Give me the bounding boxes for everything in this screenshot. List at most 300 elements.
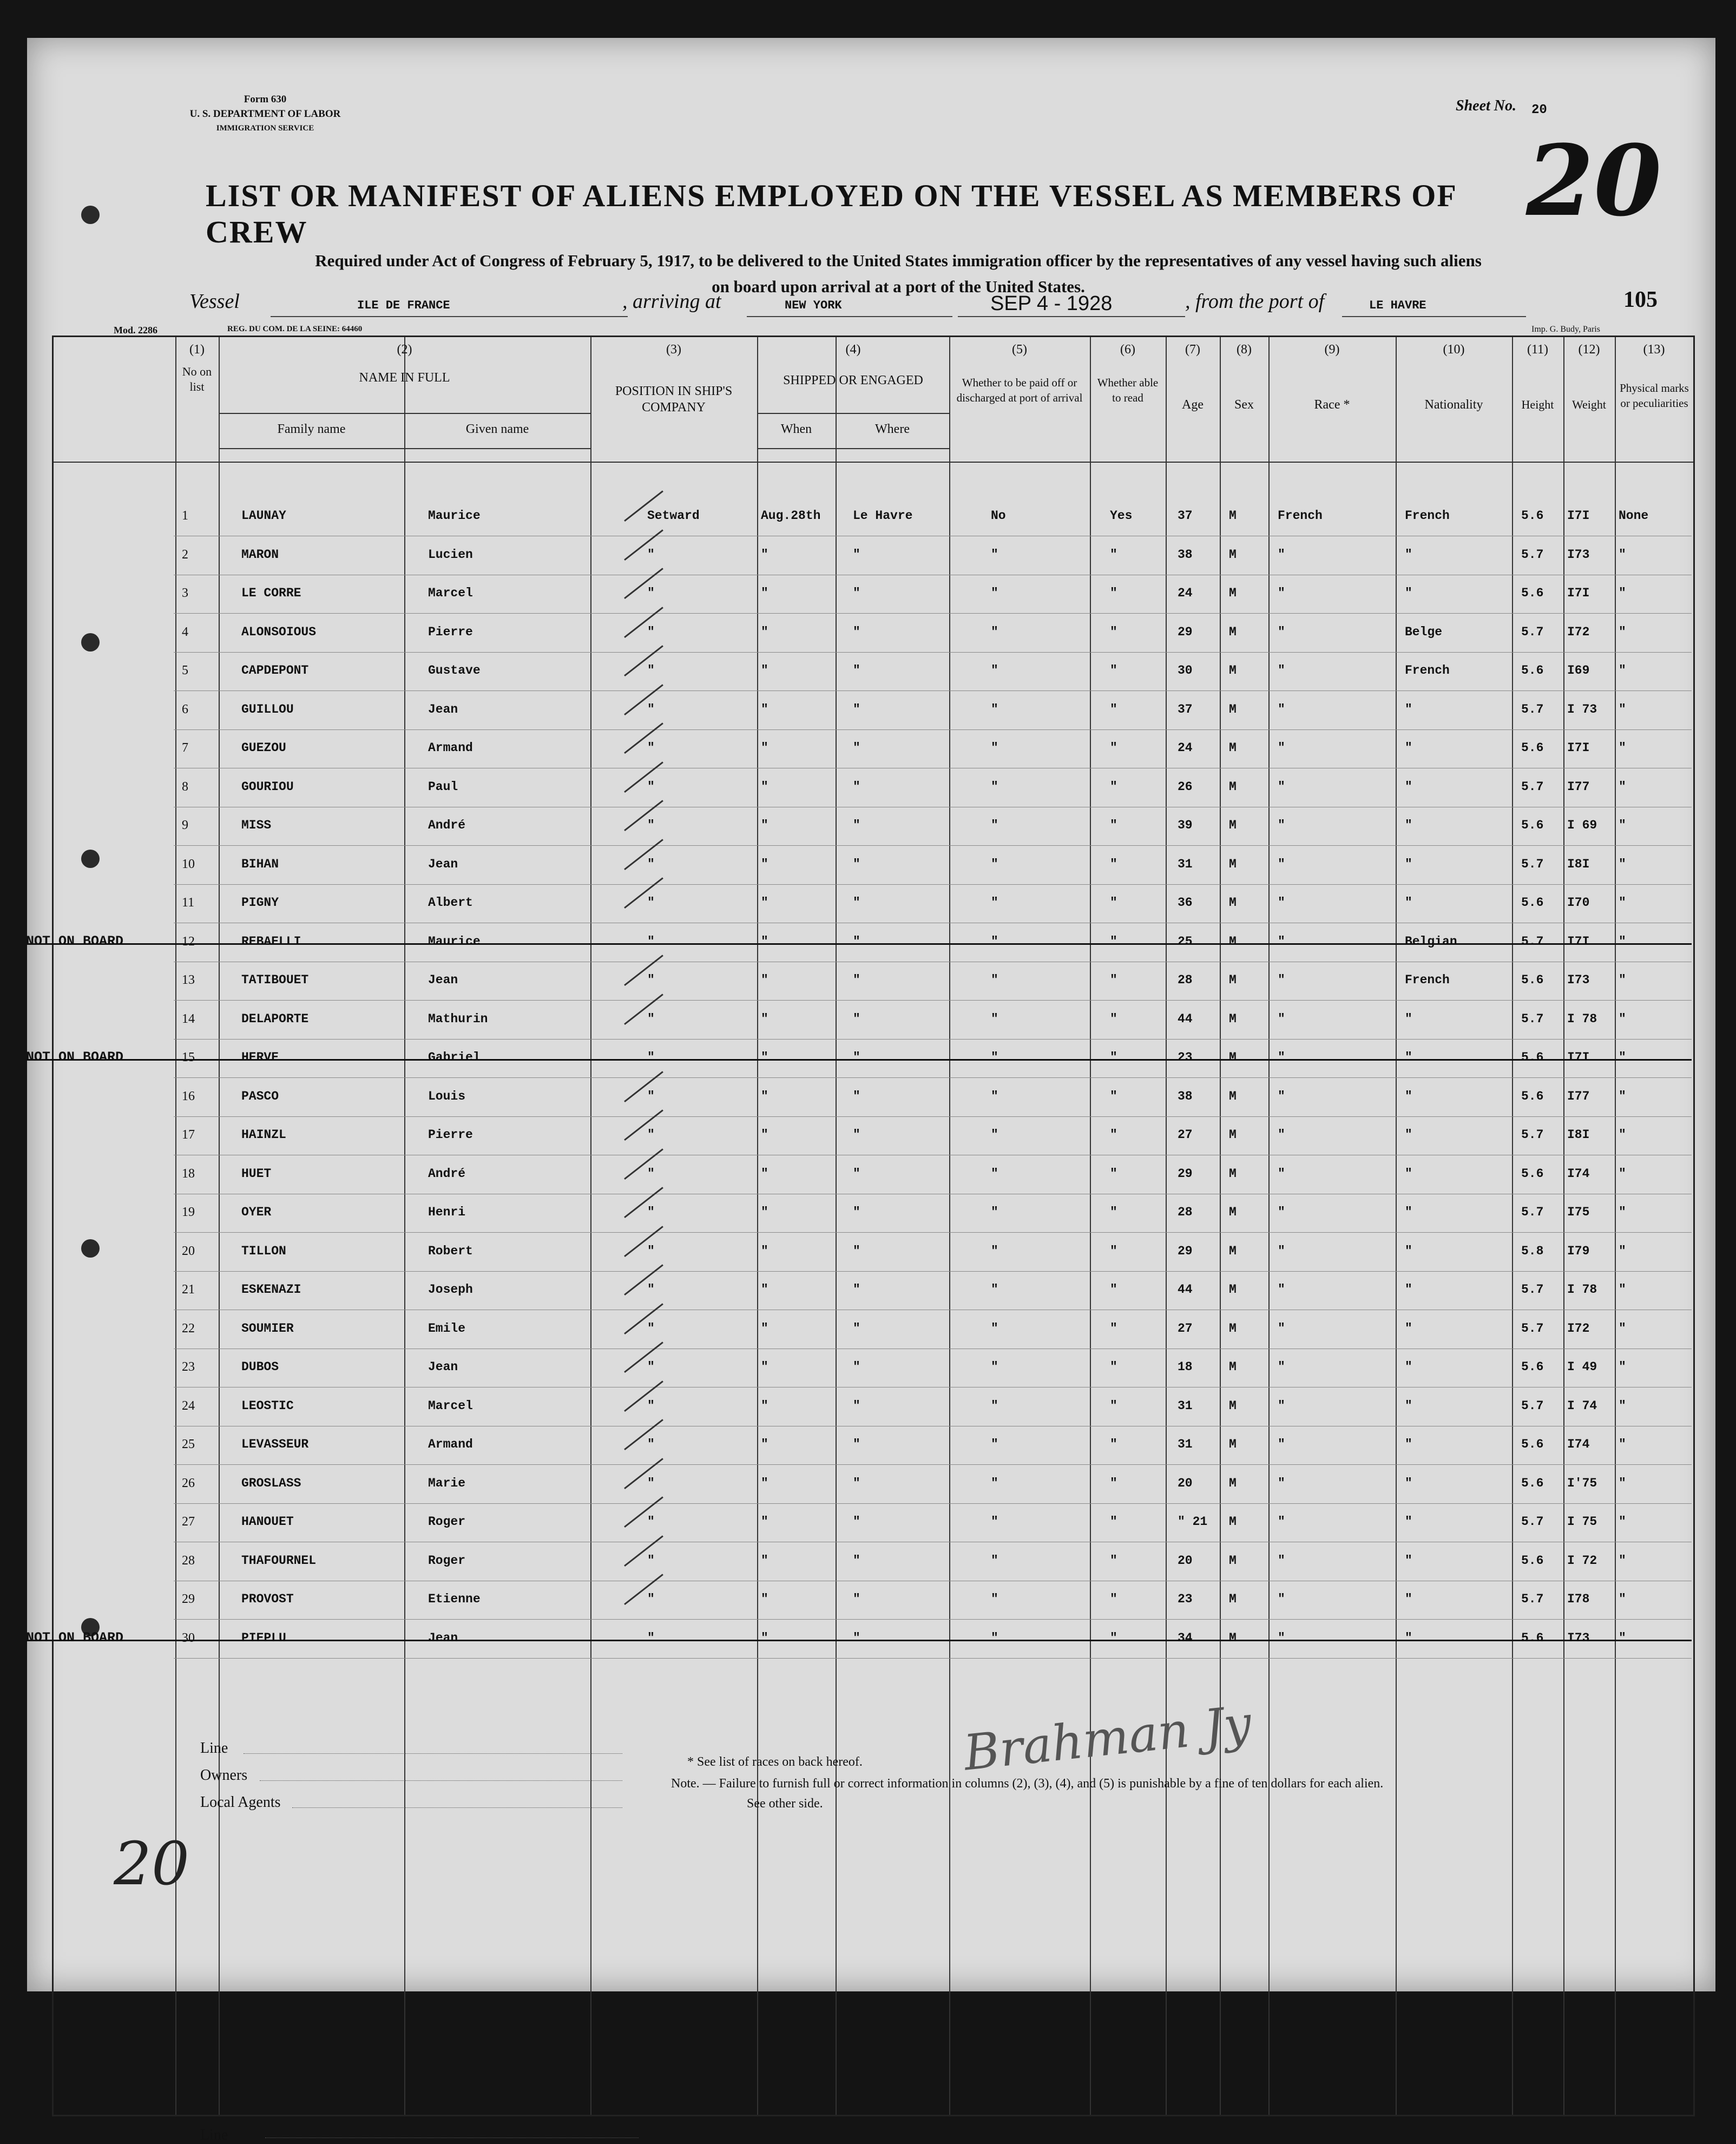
registration: REG. DU COM. DE LA SEINE: 64460 xyxy=(227,325,363,333)
department-name: U. S. DEPARTMENT OF LABOR xyxy=(189,108,341,120)
col7-header: Age xyxy=(1182,398,1204,412)
family-name: GUILLOU xyxy=(241,702,294,716)
able-to-read: " xyxy=(1110,973,1117,987)
nationality: " xyxy=(1405,1050,1412,1064)
col1-header: No on list xyxy=(182,365,212,393)
family-name: TATIBOUET xyxy=(241,973,309,987)
position: " xyxy=(647,547,655,562)
weight: I69 xyxy=(1567,663,1590,678)
physical-marks: " xyxy=(1619,1553,1626,1568)
family-name: GUEZOU xyxy=(241,741,286,755)
age: 28 xyxy=(1178,1205,1193,1219)
col10-num: (10) xyxy=(1443,343,1465,357)
shipped-when: " xyxy=(761,702,768,716)
paid-off: " xyxy=(991,1476,998,1490)
nationality: " xyxy=(1405,1205,1412,1219)
shipped-where: " xyxy=(853,1011,860,1026)
race: " xyxy=(1278,702,1285,716)
physical-marks: " xyxy=(1619,586,1626,600)
shipped-when: " xyxy=(761,663,768,678)
nationality: " xyxy=(1405,818,1412,832)
row-number: 1 xyxy=(182,509,188,523)
given-name: Maurice xyxy=(428,934,481,949)
shipped-where: " xyxy=(853,934,860,949)
shipped-where: " xyxy=(853,1398,860,1413)
shipped-where: " xyxy=(853,1437,860,1451)
row-number: 10 xyxy=(182,857,195,871)
race: " xyxy=(1278,1437,1285,1451)
nationality: " xyxy=(1405,702,1412,716)
given-name: Paul xyxy=(428,779,458,794)
nationality: " xyxy=(1405,896,1412,910)
family-name: LEOSTIC xyxy=(241,1398,294,1413)
nationality: " xyxy=(1405,586,1412,600)
shipped-where: " xyxy=(853,547,860,562)
col5-num: (5) xyxy=(1012,343,1027,357)
col4-num: (4) xyxy=(845,343,861,357)
given-name: André xyxy=(428,1166,466,1181)
age: 29 xyxy=(1178,624,1193,639)
given-name: Robert xyxy=(428,1244,473,1258)
sex: M xyxy=(1229,1128,1237,1142)
row-number: 26 xyxy=(182,1476,195,1490)
position: " xyxy=(647,1476,655,1490)
shipped-where: " xyxy=(853,1630,860,1645)
family-name: HAINZL xyxy=(241,1128,286,1142)
shipped-where: " xyxy=(853,857,860,871)
position: " xyxy=(647,1283,655,1297)
shipped-when: " xyxy=(761,1476,768,1490)
paid-off: " xyxy=(991,857,998,871)
height: 5.6 xyxy=(1521,586,1544,600)
race: " xyxy=(1278,1630,1285,1645)
height: 5.6 xyxy=(1521,1050,1544,1064)
sex: M xyxy=(1229,741,1237,755)
arriving-port-line xyxy=(747,292,952,317)
col11-header: Height xyxy=(1521,398,1554,411)
able-to-read: " xyxy=(1110,1515,1117,1529)
col10-header: Nationality xyxy=(1424,398,1483,412)
height: 5.7 xyxy=(1521,1321,1544,1336)
shipped-where: " xyxy=(853,1244,860,1258)
shipped-when: " xyxy=(761,586,768,600)
weight: I 73 xyxy=(1567,702,1597,716)
paid-off: " xyxy=(991,547,998,562)
family-name: THAFOURNEL xyxy=(241,1553,317,1568)
paid-off: " xyxy=(991,1050,998,1064)
shipped-when: " xyxy=(761,1515,768,1529)
paid-off: " xyxy=(991,624,998,639)
arrival-date: SEP 4 - 1928 xyxy=(990,292,1113,315)
shipped-when: " xyxy=(761,1244,768,1258)
given-name: Roger xyxy=(428,1515,466,1529)
paid-off: " xyxy=(991,779,998,794)
shipped-when: " xyxy=(761,973,768,987)
physical-marks: " xyxy=(1619,1437,1626,1451)
shipped-when: " xyxy=(761,1592,768,1606)
line-label-footer: Line xyxy=(200,1740,228,1757)
given-name: Gustave xyxy=(428,663,481,678)
sex: M xyxy=(1229,857,1237,871)
row-number: 13 xyxy=(182,973,195,987)
position: " xyxy=(647,586,655,600)
paid-off: " xyxy=(991,741,998,755)
arriving-label: , arriving at xyxy=(622,290,721,313)
row-number: 5 xyxy=(182,663,188,678)
weight: I'75 xyxy=(1567,1476,1597,1490)
age: 36 xyxy=(1178,896,1193,910)
col3-header: POSITION IN SHIP'S COMPANY xyxy=(615,384,733,415)
race: " xyxy=(1278,818,1285,832)
row-number: 30 xyxy=(182,1630,195,1645)
height: 5.6 xyxy=(1521,1630,1544,1645)
weight: I 49 xyxy=(1567,1360,1597,1374)
sex: M xyxy=(1229,818,1237,832)
height: 5.7 xyxy=(1521,1128,1544,1142)
physical-marks: " xyxy=(1619,1360,1626,1374)
able-to-read: " xyxy=(1110,934,1117,949)
row-number: 24 xyxy=(182,1398,195,1413)
position: " xyxy=(647,624,655,639)
shipped-when: " xyxy=(761,1630,768,1645)
row-number: 4 xyxy=(182,624,188,639)
printer-credit: Imp. G. Budy, Paris xyxy=(1531,325,1600,334)
race: French xyxy=(1278,509,1323,523)
paid-off: " xyxy=(991,1553,998,1568)
shipped-where: " xyxy=(853,1592,860,1606)
position: " xyxy=(647,663,655,678)
row-number: 14 xyxy=(182,1011,195,1026)
position: " xyxy=(647,1360,655,1374)
able-to-read: " xyxy=(1110,1592,1117,1606)
race: " xyxy=(1278,934,1285,949)
physical-marks: " xyxy=(1619,857,1626,871)
given-name: Louis xyxy=(428,1089,466,1103)
nationality: French xyxy=(1405,509,1450,523)
weight: I78 xyxy=(1567,1592,1590,1606)
weight: I 74 xyxy=(1567,1398,1597,1413)
given-name: Lucien xyxy=(428,547,473,562)
not-on-board-note: NOT ON BOARD xyxy=(26,933,124,949)
physical-marks: " xyxy=(1619,896,1626,910)
able-to-read: " xyxy=(1110,896,1117,910)
able-to-read: " xyxy=(1110,818,1117,832)
sheet-number-handwritten: 20 xyxy=(1526,124,1662,238)
weight: I72 xyxy=(1567,624,1590,639)
able-to-read: " xyxy=(1110,547,1117,562)
family-name: GOURIOU xyxy=(241,779,294,794)
family-name: ESKENAZI xyxy=(241,1283,301,1297)
position: " xyxy=(647,1630,655,1645)
able-to-read: " xyxy=(1110,1244,1117,1258)
sheet-label: Sheet No. xyxy=(1456,97,1516,114)
punch-hole xyxy=(81,206,100,224)
given-name: Jean xyxy=(428,702,458,716)
row-number: 25 xyxy=(182,1437,195,1451)
race: " xyxy=(1278,1050,1285,1064)
sex: M xyxy=(1229,1592,1237,1606)
weight: I7I xyxy=(1567,741,1590,755)
age: 39 xyxy=(1178,818,1193,832)
from-port-label: , from the port of xyxy=(1185,290,1325,313)
row-number: 23 xyxy=(182,1360,195,1374)
race: " xyxy=(1278,1011,1285,1026)
col9-num: (9) xyxy=(1324,343,1340,357)
height: 5.6 xyxy=(1521,1089,1544,1103)
physical-marks: " xyxy=(1619,663,1626,678)
height: 5.7 xyxy=(1521,857,1544,871)
nationality: Belge xyxy=(1405,624,1443,639)
height: 5.8 xyxy=(1521,1244,1544,1258)
position: " xyxy=(647,1128,655,1142)
position: " xyxy=(647,1089,655,1103)
age: 31 xyxy=(1178,857,1193,871)
sex: M xyxy=(1229,624,1237,639)
family-name: DUBOS xyxy=(241,1360,279,1374)
position: " xyxy=(647,934,655,949)
family-name: HANOUET xyxy=(241,1515,294,1529)
nationality: " xyxy=(1405,1283,1412,1297)
family-name: MARON xyxy=(241,547,279,562)
shipped-when: " xyxy=(761,1205,768,1219)
position: " xyxy=(647,779,655,794)
weight: I79 xyxy=(1567,1244,1590,1258)
date-line xyxy=(958,292,1185,317)
weight: I75 xyxy=(1567,1205,1590,1219)
manifest-sheet xyxy=(27,38,1715,2143)
weight: I73 xyxy=(1567,1630,1590,1645)
height: 5.7 xyxy=(1521,624,1544,639)
position: " xyxy=(647,1437,655,1451)
height: 5.6 xyxy=(1521,1553,1544,1568)
family-name: ALONSOIOUS xyxy=(241,624,317,639)
mod-number: Mod. 2286 xyxy=(114,325,157,336)
physical-marks: " xyxy=(1619,1166,1626,1181)
page-number: 105 xyxy=(1623,287,1658,312)
col6-num: (6) xyxy=(1120,343,1135,357)
race: " xyxy=(1278,741,1285,755)
sex: M xyxy=(1229,663,1237,678)
age: 29 xyxy=(1178,1166,1193,1181)
sex: M xyxy=(1229,1050,1237,1064)
age: 23 xyxy=(1178,1050,1193,1064)
physical-marks: " xyxy=(1619,547,1626,562)
position: " xyxy=(647,1011,655,1026)
vessel-label: Vessel xyxy=(189,290,240,313)
shipped-when: " xyxy=(761,624,768,639)
able-to-read: " xyxy=(1110,1630,1117,1645)
col8-num: (8) xyxy=(1237,343,1252,357)
col9-header: Race * xyxy=(1314,398,1350,412)
paid-off: " xyxy=(991,1437,998,1451)
physical-marks: " xyxy=(1619,1476,1626,1490)
given-name: Gabriel xyxy=(428,1050,481,1064)
family-name: CAPDEPONT xyxy=(241,663,309,678)
nationality: " xyxy=(1405,1011,1412,1026)
physical-marks: " xyxy=(1619,1128,1626,1142)
weight: I74 xyxy=(1567,1166,1590,1181)
age: 28 xyxy=(1178,973,1193,987)
weight: I7I xyxy=(1567,934,1590,949)
shipped-when: " xyxy=(761,1050,768,1064)
family-name: DELAPORTE xyxy=(241,1011,309,1026)
able-to-read: " xyxy=(1110,857,1117,871)
race: " xyxy=(1278,1205,1285,1219)
race: " xyxy=(1278,547,1285,562)
able-to-read: " xyxy=(1110,1128,1117,1142)
race: " xyxy=(1278,779,1285,794)
age: 37 xyxy=(1178,702,1193,716)
race: " xyxy=(1278,896,1285,910)
physical-marks: " xyxy=(1619,934,1626,949)
able-to-read: " xyxy=(1110,663,1117,678)
physical-marks: " xyxy=(1619,624,1626,639)
paid-off: " xyxy=(991,1360,998,1374)
position: " xyxy=(647,1244,655,1258)
not-on-board-note: NOT ON BOARD xyxy=(26,1629,124,1646)
race: " xyxy=(1278,1476,1285,1490)
shipped-when: " xyxy=(761,1166,768,1181)
shipped-where: " xyxy=(853,586,860,600)
able-to-read: " xyxy=(1110,1089,1117,1103)
family-name: LEVASSEUR xyxy=(241,1437,309,1451)
shipped-when: " xyxy=(761,1553,768,1568)
age: 29 xyxy=(1178,1244,1193,1258)
position: " xyxy=(647,1553,655,1568)
physical-marks: None xyxy=(1619,509,1649,523)
paid-off: " xyxy=(991,1089,998,1103)
paid-off: " xyxy=(991,1166,998,1181)
shipped-where: " xyxy=(853,1321,860,1336)
race: " xyxy=(1278,1360,1285,1374)
sex: M xyxy=(1229,702,1237,716)
nationality: " xyxy=(1405,1592,1412,1606)
height: 5.6 xyxy=(1521,1437,1544,1451)
height: 5.7 xyxy=(1521,1398,1544,1413)
weight: I70 xyxy=(1567,896,1590,910)
physical-marks: " xyxy=(1619,741,1626,755)
weight: I 72 xyxy=(1567,1553,1597,1568)
row-number: 12 xyxy=(182,934,195,949)
given-name: Albert xyxy=(428,896,473,910)
shipped-when: " xyxy=(761,1360,768,1374)
row-number: 6 xyxy=(182,702,188,716)
sex: M xyxy=(1229,973,1237,987)
age: 24 xyxy=(1178,741,1193,755)
age: 30 xyxy=(1178,663,1193,678)
shipped-where: " xyxy=(853,1050,860,1064)
weight: I7I xyxy=(1567,509,1590,523)
paid-off: " xyxy=(991,1283,998,1297)
age: 44 xyxy=(1178,1283,1193,1297)
given-name: Jean xyxy=(428,1630,458,1645)
sex: M xyxy=(1229,1553,1237,1568)
race: " xyxy=(1278,1398,1285,1413)
race-note: * See list of races on back hereof. xyxy=(687,1755,863,1769)
shipped-where: " xyxy=(853,1128,860,1142)
family-name: PASCO xyxy=(241,1089,279,1103)
row-number: 15 xyxy=(182,1050,195,1064)
position: " xyxy=(647,702,655,716)
owners-field xyxy=(260,1780,622,1781)
paid-off: " xyxy=(991,1011,998,1026)
shipped-when: " xyxy=(761,857,768,871)
sex: M xyxy=(1229,1630,1237,1645)
row-number: 17 xyxy=(182,1128,195,1142)
col11-num: (11) xyxy=(1527,343,1549,357)
subtitle-line-2: on board upon arrival at a port of the United States. xyxy=(712,277,1085,296)
height: 5.6 xyxy=(1521,1476,1544,1490)
position: " xyxy=(647,818,655,832)
local-agents-label: Local Agents xyxy=(200,1794,281,1811)
sex: M xyxy=(1229,1011,1237,1026)
position: " xyxy=(647,741,655,755)
height: 5.6 xyxy=(1521,509,1544,523)
col5-header: Whether to be paid off or discharged at port of arrival xyxy=(956,376,1083,404)
able-to-read: " xyxy=(1110,1205,1117,1219)
nationality: " xyxy=(1405,1360,1412,1374)
physical-marks: " xyxy=(1619,1050,1626,1064)
sex: M xyxy=(1229,1244,1237,1258)
nationality: " xyxy=(1405,1166,1412,1181)
physical-marks: " xyxy=(1619,1398,1626,1413)
able-to-read: " xyxy=(1110,1437,1117,1451)
height: 5.7 xyxy=(1521,547,1544,562)
local-agents-field xyxy=(292,1807,622,1808)
nationality: " xyxy=(1405,547,1412,562)
family-name: BIHAN xyxy=(241,857,279,871)
shipped-where: " xyxy=(853,1283,860,1297)
age: " 21 xyxy=(1178,1515,1208,1529)
physical-marks: " xyxy=(1619,818,1626,832)
sex: M xyxy=(1229,547,1237,562)
age: 31 xyxy=(1178,1437,1193,1451)
shipped-when: " xyxy=(761,741,768,755)
col2a-header: Family name xyxy=(277,422,346,436)
shipped-where: " xyxy=(853,1553,860,1568)
physical-marks: " xyxy=(1619,1011,1626,1026)
shipped-where: " xyxy=(853,663,860,678)
position: " xyxy=(647,1050,655,1064)
row-number: 28 xyxy=(182,1553,195,1568)
height: 5.7 xyxy=(1521,702,1544,716)
not-on-board-note: NOT ON BOARD xyxy=(26,1049,124,1065)
row-number: 19 xyxy=(182,1205,195,1219)
row-number: 16 xyxy=(182,1089,195,1103)
shipped-when: Aug.28th xyxy=(761,509,821,523)
height: 5.7 xyxy=(1521,934,1544,949)
paid-off: " xyxy=(991,1592,998,1606)
shipped-when: " xyxy=(761,896,768,910)
sheet-number-typed: 20 xyxy=(1531,103,1547,117)
weight: I77 xyxy=(1567,1089,1590,1103)
shipped-when: " xyxy=(761,547,768,562)
physical-marks: " xyxy=(1619,1515,1626,1529)
sex: M xyxy=(1229,896,1237,910)
see-other-side: See other side. xyxy=(747,1797,823,1811)
age: 44 xyxy=(1178,1011,1193,1026)
signature: Brahman Jy xyxy=(961,1695,1254,1782)
given-name: Armand xyxy=(428,741,473,755)
paid-off: " xyxy=(991,1515,998,1529)
paid-off: " xyxy=(991,973,998,987)
shipped-where: " xyxy=(853,973,860,987)
row-number: 2 xyxy=(182,547,188,562)
sex: M xyxy=(1229,586,1237,600)
weight: I 75 xyxy=(1567,1515,1597,1529)
sex: M xyxy=(1229,934,1237,949)
weight: I8I xyxy=(1567,857,1590,871)
